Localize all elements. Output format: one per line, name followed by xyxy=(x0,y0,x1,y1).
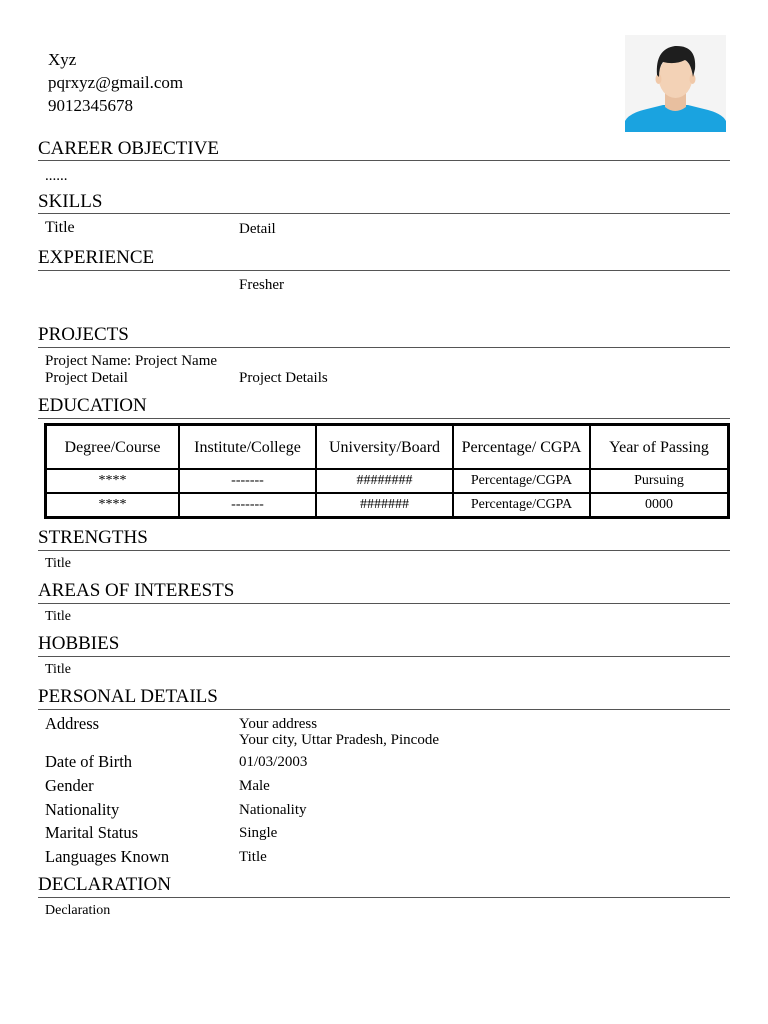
section-divider xyxy=(38,656,730,657)
table-cell: Percentage/CGPA xyxy=(453,493,590,517)
nationality-value: Nationality xyxy=(239,802,307,818)
nationality-label: Nationality xyxy=(45,800,120,819)
table-row xyxy=(46,493,728,517)
profile-avatar-icon xyxy=(625,35,726,132)
project-detail-value: Project Details xyxy=(239,370,328,386)
strengths-text: Title xyxy=(45,556,71,571)
section-divider xyxy=(38,418,730,419)
marital-status-label: Marital Status xyxy=(45,823,139,842)
column-header: Year of Passing xyxy=(590,425,728,469)
table-cell: ------- xyxy=(179,493,316,517)
marital-status-value: Single xyxy=(239,825,278,841)
column-header: University/Board xyxy=(316,425,453,469)
section-divider xyxy=(38,213,730,214)
table-cell: Percentage/CGPA xyxy=(453,469,590,493)
table-row xyxy=(46,469,728,493)
career-objective-heading: CAREER OBJECTIVE xyxy=(38,138,220,159)
section-divider xyxy=(38,709,730,710)
candidate-email: pqrxyz@gmail.com xyxy=(48,73,184,92)
strengths-heading: STRENGTHS xyxy=(38,527,148,548)
column-header: Percentage/ CGPA xyxy=(453,425,590,469)
profile-photo xyxy=(625,35,726,132)
projects-heading: PROJECTS xyxy=(38,324,129,345)
skills-label: Title xyxy=(45,219,75,236)
address-label: Address xyxy=(45,714,100,733)
dob-label: Date of Birth xyxy=(45,752,133,771)
gender-label: Gender xyxy=(45,776,94,795)
section-divider xyxy=(38,270,730,271)
gender-value: Male xyxy=(239,778,270,794)
experience-value: Fresher xyxy=(239,277,284,293)
hobbies-text: Title xyxy=(45,662,71,677)
section-divider xyxy=(38,603,730,604)
candidate-phone: 9012345678 xyxy=(48,96,133,115)
table-cell: ######## xyxy=(316,469,453,493)
section-divider xyxy=(38,160,730,161)
skills-value: Detail xyxy=(239,221,276,237)
declaration-text: Declaration xyxy=(45,903,111,918)
project-detail-label: Project Detail xyxy=(45,370,128,386)
project-name: Project Name: Project Name xyxy=(45,353,218,369)
personal-details-heading: PERSONAL DETAILS xyxy=(38,686,218,707)
languages-label: Languages Known xyxy=(45,847,170,866)
career-objective-text: ...... xyxy=(45,168,68,184)
section-divider xyxy=(38,897,730,898)
hobbies-heading: HOBBIES xyxy=(38,633,120,654)
interests-heading: AREAS OF INTERESTS xyxy=(38,580,235,601)
column-header: Institute/College xyxy=(179,425,316,469)
candidate-name: Xyz xyxy=(48,50,77,69)
section-divider xyxy=(38,347,730,348)
address-line-1: Your address xyxy=(239,716,318,732)
column-header: Degree/Course xyxy=(46,425,179,469)
table-cell: ####### xyxy=(316,493,453,517)
table-cell: **** xyxy=(46,469,179,493)
table-cell: 0000 xyxy=(590,493,728,517)
table-cell: ------- xyxy=(179,469,316,493)
experience-heading: EXPERIENCE xyxy=(38,247,155,268)
education-table xyxy=(44,423,730,519)
education-heading: EDUCATION xyxy=(38,395,147,416)
interests-text: Title xyxy=(45,609,71,624)
languages-value: Title xyxy=(239,849,267,865)
section-divider xyxy=(38,550,730,551)
address-line-2: Your city, Uttar Pradesh, Pincode xyxy=(239,732,439,748)
dob-value: 01/03/2003 xyxy=(239,754,308,770)
table-cell: Pursuing xyxy=(590,469,728,493)
skills-heading: SKILLS xyxy=(38,191,103,212)
declaration-heading: DECLARATION xyxy=(38,874,171,895)
table-header-row xyxy=(46,425,728,469)
table-cell: **** xyxy=(46,493,179,517)
